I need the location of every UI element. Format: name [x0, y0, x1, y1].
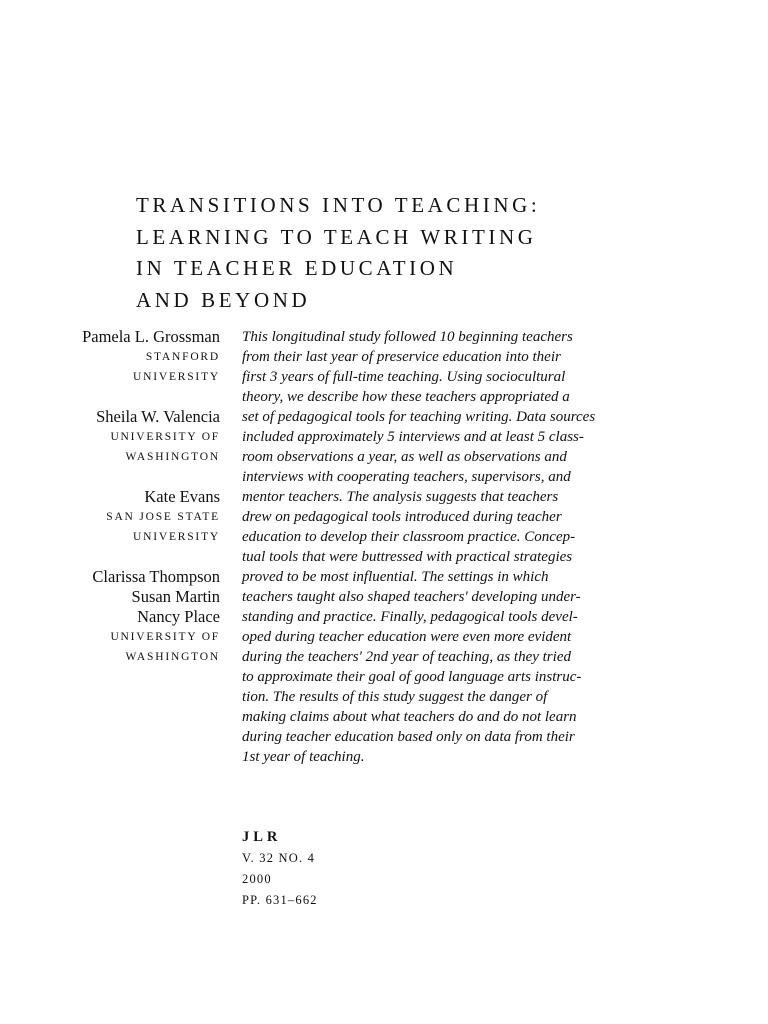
author-affiliation: WASHINGTON	[125, 651, 220, 663]
abstract-line: oped during teacher education were even more evident	[242, 629, 572, 645]
abstract-line: to approximate their goal of good language arts instruc-	[242, 669, 582, 685]
author-affiliation: STANFORD	[145, 351, 220, 363]
abstract-line: included approximately 5 interviews and at least 5 class-	[242, 429, 584, 445]
spacer	[20, 547, 220, 567]
author-group	[20, 327, 220, 387]
abstract-line: room observations a year, as well as observations and	[242, 449, 567, 465]
author-group	[20, 407, 220, 467]
abstract-line: set of pedagogical tools for teaching writing. Data sources	[242, 409, 596, 425]
abstract-line: teachers taught also shaped teachers' developing under-	[242, 589, 581, 605]
author-affiliation: UNIVERSITY OF	[110, 631, 220, 643]
title-line: AND BEYOND	[136, 287, 311, 312]
abstract-line: theory, we describe how these teachers appropriated a	[242, 389, 570, 405]
abstract-line: education to develop their classroom practice. Concep-	[242, 529, 576, 545]
journal-name: JLR	[242, 829, 282, 845]
author-affiliation: UNIVERSITY	[133, 531, 220, 543]
title-line: LEARNING TO TEACH WRITING	[136, 224, 537, 249]
author-affiliation: SAN JOSE STATE	[106, 511, 220, 523]
author-name: Sheila W. Valencia	[96, 407, 220, 426]
spacer	[20, 467, 220, 487]
author-list	[20, 327, 220, 667]
author-group	[20, 487, 220, 547]
author-affiliation: WASHINGTON	[125, 451, 220, 463]
author-group	[20, 567, 220, 667]
abstract-line: This longitudinal study followed 10 beginning teachers	[242, 329, 573, 345]
abstract-line: during the teachers' 2nd year of teaching, as they tried	[242, 649, 571, 665]
abstract-line: drew on pedagogical tools introduced during teacher	[242, 509, 562, 525]
journal-pages: PP. 631–662	[242, 893, 318, 907]
abstract-line: from their last year of preservice education into their	[242, 349, 561, 365]
abstract-line: tion. The results of this study suggest the danger of	[242, 689, 548, 705]
author-name: Nancy Place	[137, 607, 220, 626]
abstract-line: tual tools that were buttressed with practical strategies	[242, 549, 573, 565]
author-name: Clarissa Thompson	[92, 567, 220, 586]
abstract-line: interviews with cooperating teachers, supervisors, and	[242, 469, 571, 485]
journal-volume: V. 32 NO. 4	[242, 851, 316, 865]
title-line: TRANSITIONS INTO TEACHING:	[136, 193, 541, 217]
abstract	[242, 327, 614, 767]
abstract-line: first 3 years of full-time teaching. Using sociocultural	[242, 369, 566, 385]
abstract-line: 1st year of teaching.	[242, 749, 365, 765]
abstract-line: standing and practice. Finally, pedagogical tools devel-	[242, 609, 578, 625]
author-name: Kate Evans	[144, 487, 220, 506]
abstract-line: mentor teachers. The analysis suggests that teachers	[242, 489, 559, 505]
abstract-line: proved to be most influential. The settings in which	[242, 569, 549, 585]
author-affiliation: UNIVERSITY	[133, 371, 220, 383]
journal-citation	[242, 826, 318, 911]
article-title	[136, 190, 696, 316]
title-line: IN TEACHER EDUCATION	[136, 256, 458, 280]
abstract-line: making claims about what teachers do and do not learn	[242, 709, 577, 725]
author-name: Pamela L. Grossman	[82, 327, 220, 346]
author-affiliation: UNIVERSITY OF	[110, 431, 220, 443]
author-name: Susan Martin	[131, 587, 220, 606]
spacer	[20, 387, 220, 407]
journal-year: 2000	[242, 872, 272, 886]
abstract-line: during teacher education based only on data from their	[242, 729, 575, 745]
